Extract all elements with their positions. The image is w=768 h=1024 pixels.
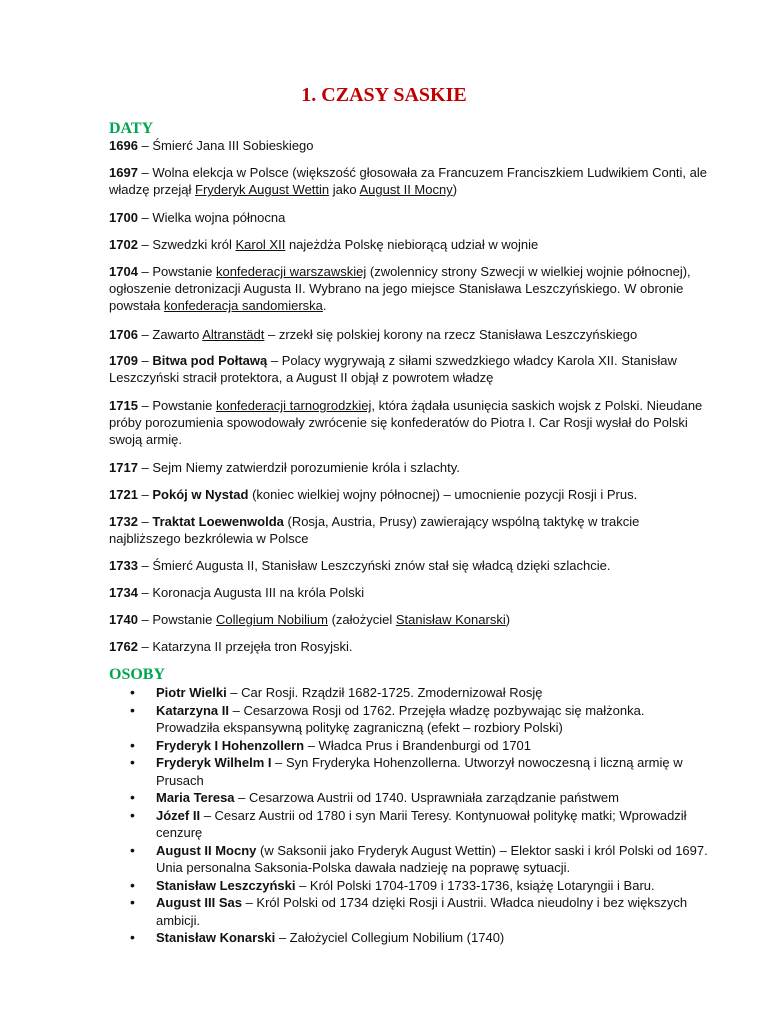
bullet-icon: •	[130, 876, 135, 893]
date-year: 1732	[109, 514, 138, 529]
underlined-term: konfederacja sandomierska	[163, 298, 323, 313]
bold-term: Pokój w Nystad	[152, 487, 249, 502]
text-fragment: – Polacy wygrywają z siłami szwedzkiego władcy Karola XII. Stanisław Leszczyński stracił protektora, a August II objął z powrotem władzę	[109, 353, 677, 385]
underlined-term: Stanisław Konarski	[395, 612, 506, 627]
bullet-icon: •	[130, 841, 135, 858]
bullet-icon: •	[130, 736, 135, 753]
underlined-term: Fryderyk August Wettin	[195, 182, 330, 197]
person-list-item	[130, 842, 710, 877]
date-year: 1697	[109, 165, 138, 180]
person-name: August III Sas	[156, 895, 242, 910]
text-fragment: – zrzekł się polskiej korony na rzecz Stanisława Leszczyńskiego	[264, 327, 638, 342]
text-fragment: (w Saksonii jako Fryderyk August Wettin) – Elektor saski i król Polski od 1697. Unia personalna Saksonia-Polska dawała nadzieję na poprawę sytuacji.	[156, 842, 708, 875]
person-name: August II Mocny	[156, 842, 257, 858]
person-list-item	[130, 684, 710, 702]
date-entry	[109, 459, 709, 476]
date-entry	[109, 513, 709, 547]
date-entry	[109, 326, 709, 343]
text-fragment: – Wolna elekcja w Polsce (większość głosowała za Francuzem Franciszkiem Ludwikiem Conti, ale władzę przejął	[109, 165, 708, 197]
text-fragment: – Zawarto	[137, 327, 203, 342]
text-fragment: –	[137, 514, 153, 529]
bullet-icon: •	[130, 754, 135, 770]
person-name: Piotr Wielki	[156, 685, 227, 700]
underlined-term: Altranstädt	[202, 327, 265, 342]
text-fragment: )	[452, 182, 458, 197]
text-fragment: – Syn Fryderyka Hohenzollerna. Utworzył nowoczesną i liczną armię w Prusach	[156, 755, 683, 788]
text-fragment: – Król Polski 1704-1709 i 1733-1736, książę Lotaryngii i Baru.	[295, 877, 655, 893]
people-list	[130, 684, 710, 947]
person-list-item	[130, 894, 710, 929]
date-year: 1702	[109, 237, 138, 252]
text-fragment: – Śmierć Augusta II, Stanisław Leszczyński znów stał się władcą dzięki szlachcie.	[137, 558, 611, 573]
text-fragment: –	[137, 353, 153, 368]
bullet-icon: •	[130, 789, 135, 805]
bullet-icon: •	[130, 929, 135, 945]
bold-term: Traktat Loewenwolda	[152, 514, 284, 529]
date-entry	[109, 557, 709, 574]
text-fragment: – Założyciel Collegium Nobilium (1740)	[275, 930, 505, 945]
underlined-term: Collegium Nobilium	[215, 612, 328, 627]
person-list-item	[130, 737, 710, 755]
text-fragment: – Powstanie	[137, 398, 216, 413]
person-name: Maria Teresa	[156, 790, 235, 805]
date-year: 1709	[109, 353, 138, 368]
bullet-icon: •	[130, 701, 135, 718]
text-fragment: – Katarzyna II przejęła tron Rosyjski.	[137, 639, 353, 654]
date-year: 1734	[109, 585, 138, 600]
person-name: Fryderyk I Hohenzollern	[156, 737, 305, 753]
text-fragment: najeżdża Polskę niebiorącą udział w wojnie	[285, 237, 539, 252]
text-fragment: )	[505, 612, 511, 627]
date-year: 1706	[109, 327, 138, 342]
text-fragment: , która żądała usunięcia saskich wojsk z Polski. Nieudane próby porozumienia spowodowały zwrócenie się konfederatów do Piotra I. Car Rosji wysłał do Polski swoją armię.	[109, 398, 703, 447]
person-list-item	[130, 807, 710, 842]
text-fragment: – Cesarzowa Rosji od 1762. Przejęła władzę pozbywając się małżonka. Prowadziła ekspansywną politykę zagraniczną (efekt – rozbiory Polski)	[156, 702, 645, 735]
text-fragment: jako	[329, 182, 360, 197]
date-year: 1762	[109, 639, 138, 654]
date-entry	[109, 638, 709, 655]
date-year: 1717	[109, 460, 138, 475]
person-list-item	[130, 789, 710, 807]
text-fragment: – Cesarzowa Austrii od 1740. Usprawniała zarządzanie państwem	[234, 790, 619, 805]
text-fragment: – Sejm Niemy zatwierdził porozumienie króla i szlachty.	[137, 460, 460, 475]
bold-term: Bitwa pod Połtawą	[152, 353, 268, 368]
text-fragment: (koniec wielkiej wojny północnej) – umocnienie pozycji Rosji i Prus.	[248, 487, 638, 502]
person-list-item	[130, 754, 710, 789]
text-fragment: (Rosja, Austria, Prusy) zawierający wspólną taktykę w trakcie najbliższego bezkrólewia w Polsce	[109, 514, 640, 546]
person-name: Stanisław Leszczyński	[156, 877, 296, 893]
section-heading-people: OSOBY	[109, 666, 166, 683]
date-entry	[109, 263, 709, 314]
section-heading-dates: DATY	[109, 120, 154, 137]
text-fragment: – Koronacja Augusta III na króla Polski	[137, 585, 365, 600]
text-fragment: – Powstanie	[137, 612, 216, 627]
date-entry	[109, 584, 709, 601]
bullet-icon: •	[130, 806, 135, 823]
text-fragment: – Król Polski od 1734 dzięki Rosji i Austrii. Władca nieudolny i bez większych ambicji.	[156, 895, 688, 928]
underlined-term: konfederacji tarnogrodzkiej	[215, 398, 372, 413]
bullet-icon: •	[130, 684, 135, 700]
text-fragment: – Wielka wojna północna	[137, 210, 286, 225]
page-title: 1. CZASY SASKIE	[301, 84, 467, 106]
person-name: Fryderyk Wilhelm I	[156, 755, 272, 770]
date-entry	[109, 486, 709, 503]
date-entry	[109, 236, 709, 253]
date-entry	[109, 352, 709, 386]
text-fragment: – Cesarz Austrii od 1780 i syn Marii Teresy. Kontynuował politykę matki; Wprowadził cenzurę	[156, 807, 687, 840]
text-fragment: – Powstanie	[137, 264, 216, 279]
date-entry	[109, 164, 709, 198]
person-list-item	[130, 702, 710, 737]
person-name: Katarzyna II	[156, 702, 229, 718]
underlined-term: August II Mocny	[359, 182, 453, 197]
date-year: 1700	[109, 210, 138, 225]
text-fragment: – Śmierć Jana III Sobieskiego	[137, 138, 314, 153]
text-fragment: –	[137, 487, 153, 502]
date-year: 1740	[109, 612, 138, 627]
text-fragment: (założyciel	[327, 612, 396, 627]
text-fragment: – Szwedzki król	[137, 237, 236, 252]
person-list-item	[130, 929, 710, 947]
date-year: 1696	[109, 138, 138, 153]
text-fragment: – Car Rosji. Rządził 1682-1725. Zmodernizował Rosję	[226, 685, 543, 700]
date-entry	[109, 137, 709, 154]
date-year: 1704	[109, 264, 138, 279]
text-fragment: – Władca Prus i Brandenburgi od 1701	[304, 737, 532, 753]
date-entry	[109, 611, 709, 628]
date-year: 1733	[109, 558, 138, 573]
person-name: Józef II	[156, 807, 201, 823]
person-name: Stanisław Konarski	[156, 930, 276, 945]
bullet-icon: •	[130, 894, 135, 910]
date-year: 1715	[109, 398, 138, 413]
date-year: 1721	[109, 487, 138, 502]
date-entry	[109, 397, 709, 448]
underlined-term: Karol XII	[235, 237, 286, 252]
text-fragment: (zwolennicy strony Szwecji w wielkiej wojnie północnej), ogłoszenie detronizacji Augusta II. Wybrano na jego miejsce Stanisława Leszczyńskiego. W obronie powstała	[109, 264, 691, 313]
text-fragment: .	[322, 298, 327, 313]
date-entry	[109, 209, 709, 226]
person-list-item	[130, 877, 710, 895]
underlined-term: konfederacji warszawskiej	[215, 264, 367, 279]
